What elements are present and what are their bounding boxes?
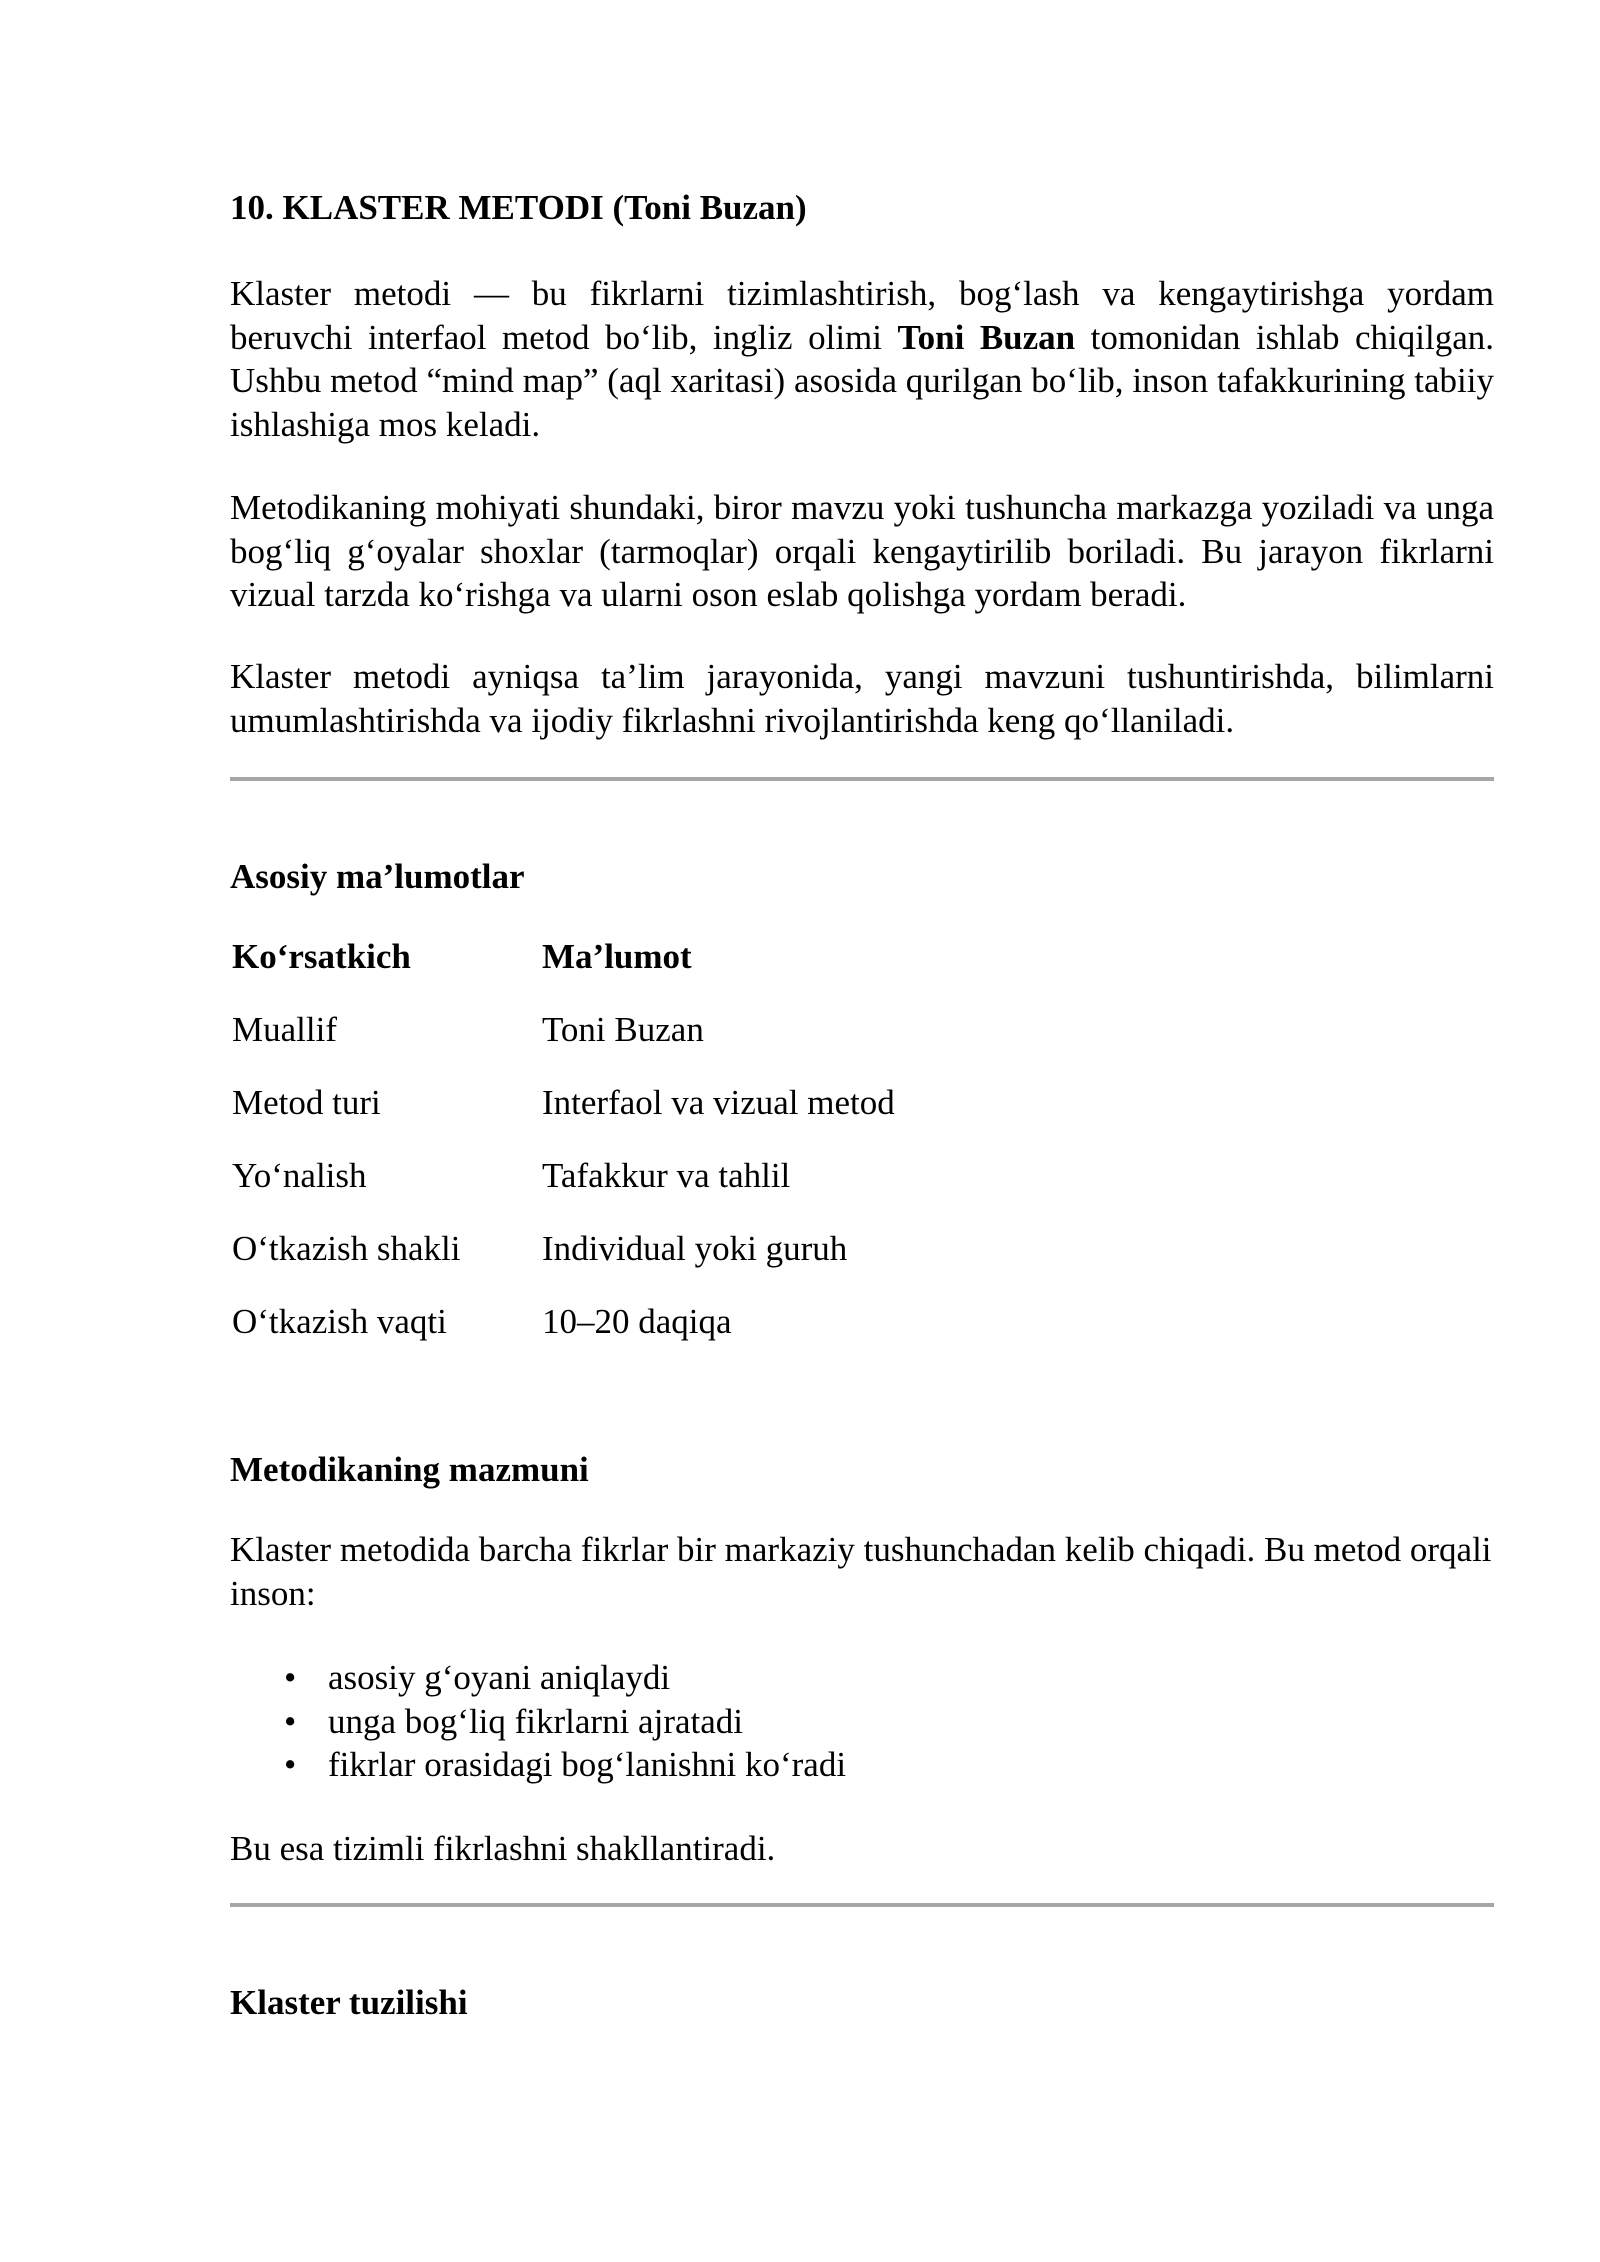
bullet-icon: •	[284, 1658, 297, 1697]
intro-text-end: tomonidan ishlab chiqilgan. Ushbu metod “mind map” (aql xaritasi) asosida qurilgan bo‘lib, inson tafakkurining tabiiy ishlashiga mos keladi.	[230, 317, 1494, 444]
bullet-icon: •	[284, 1745, 297, 1784]
table-row	[232, 1154, 1142, 1227]
table-header-cell: Ko‘rsatkich	[232, 937, 411, 976]
table-cell: O‘tkazish vaqti	[232, 1302, 447, 1341]
intro-author-bold: Toni Buzan	[897, 317, 1076, 357]
content-conclusion: Bu esa tizimli fikrlashni shakllantiradi.	[230, 1829, 776, 1868]
table-row	[232, 1008, 1142, 1081]
structure-section-heading: Klaster tuzilishi	[230, 1983, 468, 2022]
content-paragraph: Klaster metodida barcha fikrlar bir markaziy tushunchadan kelib chiqadi. Bu metod orqali inson:	[230, 1530, 1492, 1613]
list-item	[284, 1700, 846, 1744]
table-header-row	[232, 935, 1142, 1008]
list-item-text: fikrlar orasidagi bog‘lanishni ko‘radi	[328, 1745, 847, 1784]
content-bullet-list	[284, 1656, 847, 1787]
bullet-icon: •	[284, 1701, 297, 1741]
table-cell: Tafakkur va tahlil	[542, 1156, 791, 1195]
table-cell: Interfaol va vizual metod	[542, 1083, 895, 1122]
list-item-text: unga bog‘liq fikrlarni ajratadi	[328, 1701, 743, 1741]
section-divider	[230, 1903, 1494, 1907]
usage-paragraph: Klaster metodi ayniqsa ta’lim jarayonida, yangi mavzuni tushuntirishda, bilimlarni umumlashtirishda va ijodiy fikrlashni rivojlantirishda keng qo‘llaniladi.	[230, 657, 1494, 740]
table-cell: Metod turi	[232, 1083, 381, 1122]
info-table	[232, 935, 1142, 1373]
intro-paragraph	[230, 272, 1494, 446]
table-row	[232, 1081, 1142, 1154]
info-section-heading: Asosiy ma’lumotlar	[230, 857, 525, 896]
intro-text-start: Klaster metodi — bu fikrlarni tizimlashtirish, bog‘lash va kengaytirishga yordam beruvchi interfaol metod bo‘lib, ingliz olimi	[230, 274, 1494, 357]
table-cell: Toni Buzan	[542, 1010, 704, 1049]
table-cell: Individual yoki guruh	[542, 1229, 848, 1268]
table-header-cell: Ma’lumot	[542, 937, 692, 976]
content-section-heading: Metodikaning mazmuni	[230, 1450, 589, 1489]
list-item-text: asosiy g‘oyani aniqlaydi	[328, 1658, 671, 1697]
section-divider	[230, 777, 1494, 781]
table-row	[232, 1227, 1142, 1300]
table-cell: O‘tkazish shakli	[232, 1229, 461, 1268]
document-title: 10. KLASTER METODI (Toni Buzan)	[230, 188, 807, 227]
table-row	[232, 1300, 1142, 1373]
list-item	[284, 1743, 847, 1787]
table-cell: Muallif	[232, 1010, 337, 1049]
list-item	[284, 1656, 846, 1700]
table-cell: 10–20 daqiqa	[542, 1302, 732, 1341]
essence-paragraph: Metodikaning mohiyati shundaki, biror mavzu yoki tushuncha markazga yoziladi va unga bog‘liq g‘oyalar shoxlar (tarmoqlar) orqali kengaytirilib boriladi. Bu jarayon fikrlarni vizual tarzda ko‘rishga va ularni oson eslab qolishga yordam beradi.	[230, 488, 1494, 614]
table-cell: Yo‘nalish	[232, 1156, 367, 1195]
